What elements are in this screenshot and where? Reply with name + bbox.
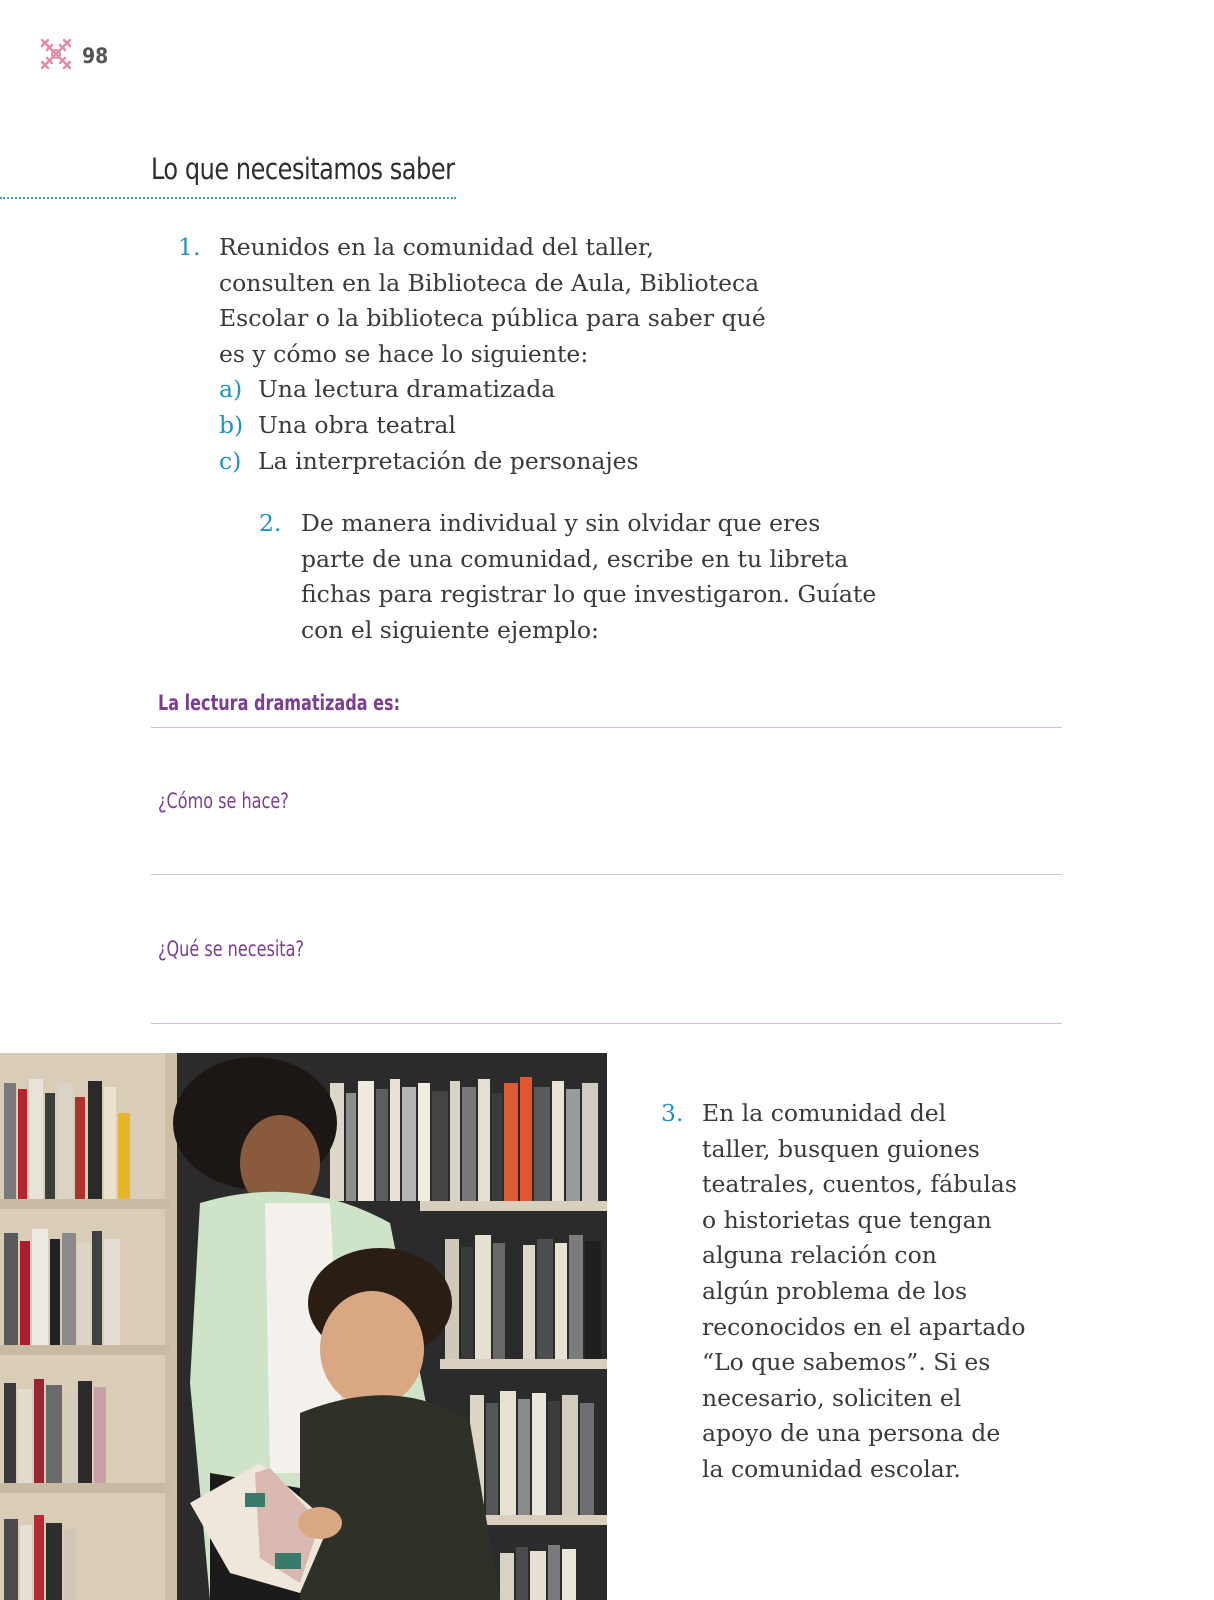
text-line: la comunidad escolar. [702, 1454, 961, 1483]
list-item-1 [178, 230, 766, 479]
question-how: ¿Cómo se hace? [158, 789, 289, 813]
form-line [151, 727, 1062, 728]
text-line: “Lo que sabemos”. Si es [702, 1348, 991, 1377]
item-number: 1. [178, 233, 201, 261]
text-line: En la comunidad del [702, 1099, 947, 1127]
text-line: algún problema de los [702, 1276, 968, 1305]
text-line: alguna relación con [702, 1241, 937, 1270]
subitem-text: Una obra teatral [258, 410, 456, 439]
worksheet-title: La lectura dramatizada es: [158, 691, 400, 715]
subitem-c [219, 444, 766, 480]
text-line: apoyo de una persona de [702, 1419, 1001, 1448]
subitem-letter: a) [219, 375, 243, 404]
text-line: parte de una comunidad, escribe en tu libreta [301, 544, 849, 573]
list-item-3 [661, 1096, 1025, 1488]
item-text [219, 230, 766, 479]
page-number: 98 [82, 44, 109, 68]
text-line: teatrales, cuentos, fábulas [702, 1170, 1017, 1199]
text-line: reconocidos en el apartado [702, 1312, 1026, 1341]
text-line: consulten en la Biblioteca de Aula, Biblioteca [219, 268, 760, 297]
text-line: taller, busquen guiones [702, 1134, 980, 1163]
item-number: 3. [661, 1099, 684, 1127]
library-photo [0, 1053, 607, 1600]
text-line: Reunidos en la comunidad del taller, [219, 233, 655, 261]
text-line: Escolar o la biblioteca pública para saber qué [219, 304, 766, 333]
subitem-letter: b) [219, 410, 244, 439]
item-text [702, 1096, 1025, 1488]
text-line: o historietas que tengan [702, 1205, 992, 1234]
section-divider [0, 197, 456, 199]
form-line [151, 1023, 1062, 1024]
subitem-b [219, 408, 766, 444]
question-what: ¿Qué se necesita? [158, 937, 304, 961]
item-text [301, 506, 876, 648]
subitem-letter: c) [219, 446, 242, 475]
subitem-text: La interpretación de personajes [258, 446, 639, 475]
list-item-2 [259, 506, 876, 648]
text-line: fichas para registrar lo que investigaron. Guíate [301, 580, 877, 609]
item-number: 2. [259, 509, 282, 537]
section-heading: Lo que necesitamos saber [151, 152, 455, 186]
page-header [38, 36, 108, 76]
text-line: con el siguiente ejemplo: [301, 615, 599, 644]
subitem-a [219, 372, 766, 408]
text-line: es y cómo se hace lo siguiente: [219, 339, 589, 368]
subitem-text: Una lectura dramatizada [258, 375, 556, 404]
pink-cross-ornament-icon [38, 36, 74, 76]
form-line [151, 874, 1062, 875]
text-line: necesario, soliciten el [702, 1383, 962, 1412]
text-line: De manera individual y sin olvidar que eres [301, 509, 821, 537]
